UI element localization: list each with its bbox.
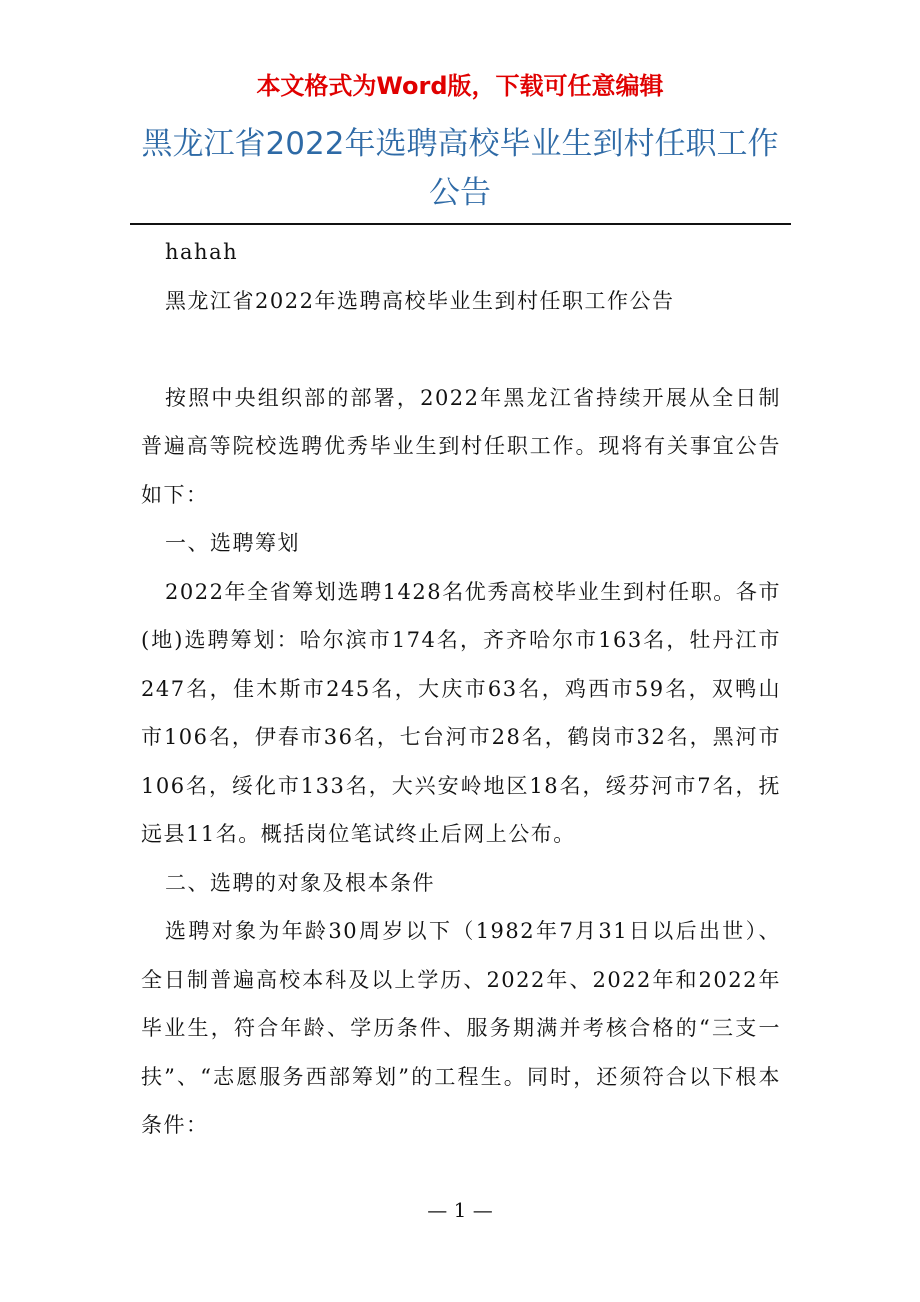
document-body [141,228,781,1150]
subtitle-line: 黑龙江省2022年选聘高校毕业生到村任职工作公告 [165,288,675,313]
page-number: — 1 — [427,1198,493,1222]
author-line: hahah [165,240,239,264]
intro-paragraph: 按照中央组织部的部署，2022年黑龙江省持续开展从全日制普遍高等院校选聘优秀毕业生到村任职工作。现将有关事宜公告如下： [141,385,781,507]
format-notice-banner: 本文格式为Word版，下载可任意编辑 [256,72,664,100]
section-heading-plan: 一、选聘筹划 [165,531,300,555]
blank-line [141,325,781,374]
document-title: 黑龙江省2022年选聘高校毕业生到村任职工作公告 [141,126,779,211]
plan-paragraph: 2022年全省筹划选聘1428名优秀高校毕业生到村任职。各市(地)选聘筹划：哈尔滨市174名，齐齐哈尔市163名，牡丹江市247名，佳木斯市245名，大庆市63名，鸡西市59名，双鸭山市106名，伊春市36名，七台河市28名，鹤岗市32名，黑河市106名，绥化市133名，大兴安岭地区18名，绥芬河市7名，抚远县11名。概括岗位笔试终止后网上公布。 [141,579,781,846]
section-heading-eligibility: 二、选聘的对象及根本条件 [165,870,435,895]
title-divider [130,223,791,225]
eligibility-paragraph: 选聘对象为年龄30周岁以下（1982年7月31日以后出世）、全日制普遍高校本科及以上学历、2022年、2022年和2022年毕业生，符合年龄、学历条件、服务期满并考核合格的“三支一扶”、“志愿服务西部筹划”的工程生。同时，还须符合以下根本条件： [141,919,781,1137]
